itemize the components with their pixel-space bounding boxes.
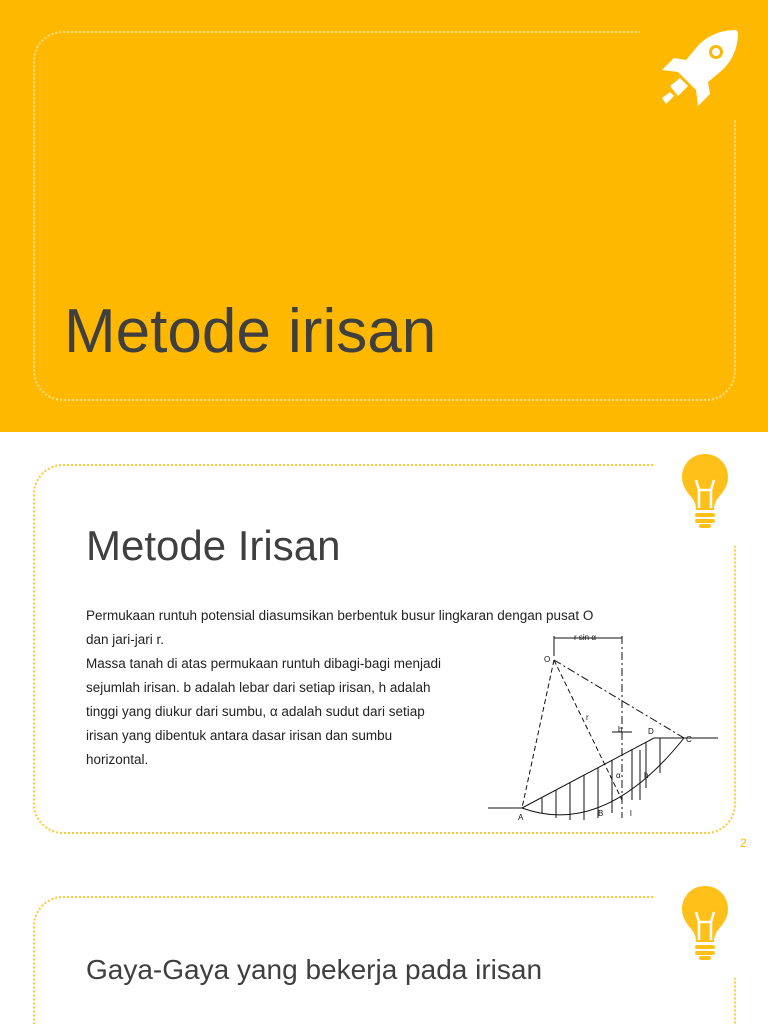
slide-metode-irisan: [0, 432, 768, 864]
rocket-icon: [656, 28, 740, 110]
label-alpha: α: [616, 771, 621, 780]
lightbulb-icon: [680, 884, 730, 960]
paragraph-line: sejumlah irisan. b adalah lebar dari setiap irisan, h adalah: [86, 680, 431, 695]
paragraph-line: tinggi yang diukur dari sumbu, α adalah sudut dari setiap: [86, 704, 425, 719]
slide-title: [0, 0, 768, 432]
label-r-sin-a: r sin α: [574, 633, 596, 642]
paragraph-line: dan jari-jari r.: [86, 632, 165, 647]
paragraph-line: Massa tanah di atas permukaan runtuh dibagi-bagi menjadi: [86, 656, 441, 671]
paragraph-line: Permukaan runtuh potensial diasumsikan berbentuk busur lingkaran dengan pusat O: [86, 608, 594, 623]
label-l: l: [630, 809, 632, 818]
paragraph-line: horizontal.: [86, 752, 149, 767]
label-c: C: [686, 735, 692, 744]
page-number: 2: [740, 836, 747, 850]
label-o: O: [544, 655, 551, 664]
label-d: D: [648, 727, 654, 736]
label-bb: B: [598, 809, 604, 818]
slide-heading: Gaya-Gaya yang bekerja pada irisan: [86, 954, 543, 985]
paragraph-line: irisan yang dibentuk antara dasar irisan dan sumbu: [86, 728, 393, 743]
label-a: A: [518, 813, 524, 822]
slide-heading: Metode Irisan: [86, 522, 341, 569]
slide-gaya-gaya: [0, 864, 768, 1024]
label-b: b: [618, 725, 623, 734]
slide-title-text: Metode irisan: [64, 297, 437, 366]
slice-method-diagram: [484, 628, 724, 824]
label-r: r: [586, 713, 589, 722]
lightbulb-icon: [680, 452, 730, 528]
label-h: h: [644, 771, 649, 780]
